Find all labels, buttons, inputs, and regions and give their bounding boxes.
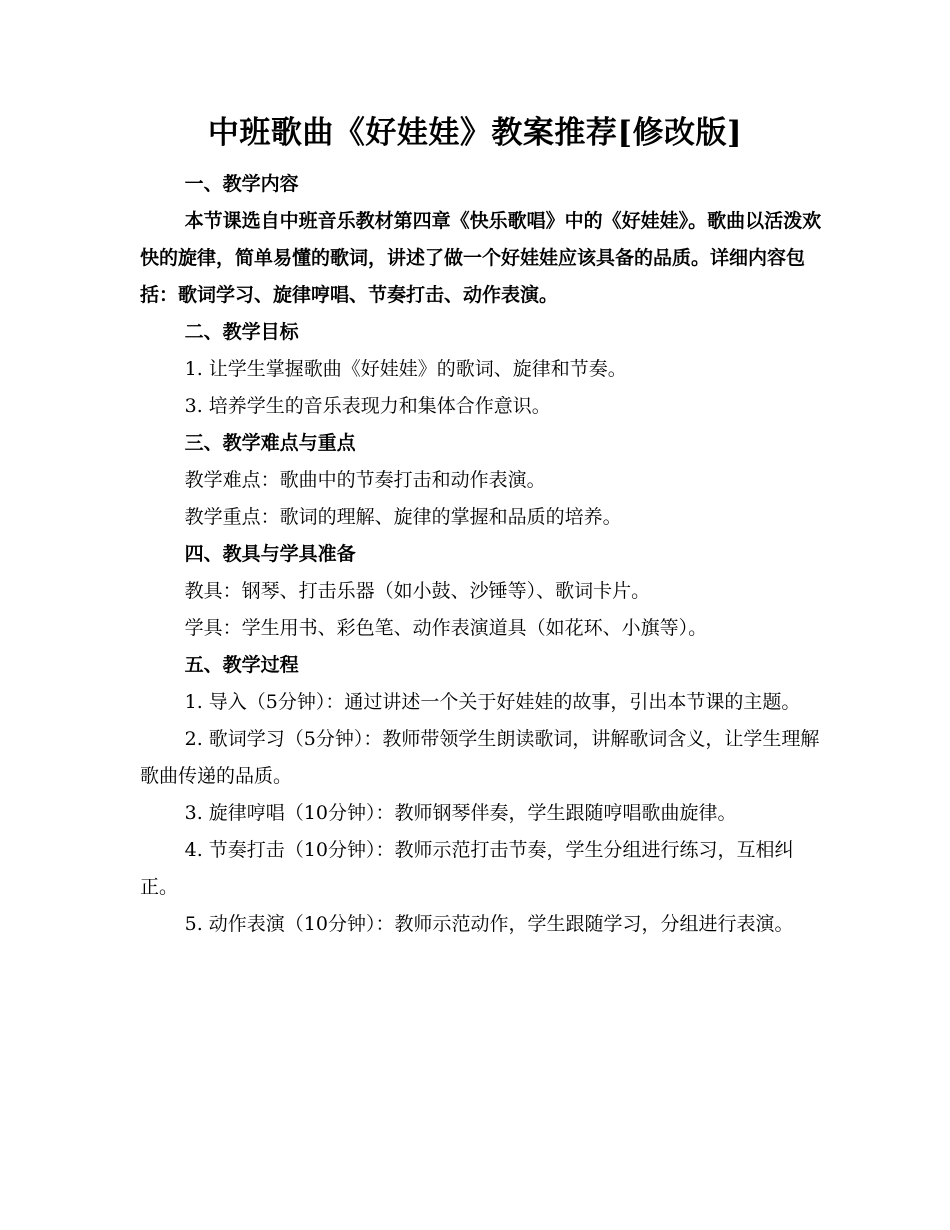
document-title: 中班歌曲《好娃娃》教案推荐[修改版] xyxy=(207,115,743,151)
section-paragraph: 4. 节奏打击（10分钟）：教师示范打击节奏，学生分组进行练习，互相纠正。 xyxy=(140,839,794,898)
section-paragraph: 3. 旋律哼唱（10分钟）：教师钢琴伴奏，学生跟随哼唱歌曲旋律。 xyxy=(184,802,737,824)
section-paragraph: 教学重点：歌词的理解、旋律的掌握和品质的培养。 xyxy=(184,506,622,528)
section-paragraph: 教学难点：歌曲中的节奏打击和动作表演。 xyxy=(184,469,546,491)
section-heading: 一、教学内容 xyxy=(184,173,299,195)
document-body xyxy=(140,166,822,943)
section-heading: 二、教学目标 xyxy=(184,321,299,343)
section-paragraph: 1. 导入（5分钟）：通过讲述一个关于好娃娃的故事，引出本节课的主题。 xyxy=(184,691,801,713)
section-paragraph: 本节课选自中班音乐教材第四章《快乐歌唱》中的《好娃娃》。歌曲以活泼欢快的旋律，简单易懂的歌词，讲述了做一个好娃娃应该具备的品质。详细内容包括：歌词学习、旋律哼唱、节奏打击、动作表演。 xyxy=(140,210,822,306)
section-heading: 三、教学难点与重点 xyxy=(184,432,356,454)
section-paragraph: 5. 动作表演（10分钟）：教师示范动作，学生跟随学习，分组进行表演。 xyxy=(184,913,794,935)
section-paragraph: 教具：钢琴、打击乐器（如小鼓、沙锤等）、歌词卡片。 xyxy=(184,580,651,602)
section-heading: 五、教学过程 xyxy=(184,654,299,676)
section-paragraph: 学具：学生用书、彩色笔、动作表演道具（如花环、小旗等）。 xyxy=(184,617,708,639)
section-paragraph: 3. 培养学生的音乐表现力和集体合作意识。 xyxy=(184,395,551,417)
section-paragraph: 1. 让学生掌握歌曲《好娃娃》的歌词、旋律和节奏。 xyxy=(184,358,627,380)
section-paragraph: 2. 歌词学习（5分钟）：教师带领学生朗读歌词，讲解歌词含义，让学生理解歌曲传递的品质。 xyxy=(140,728,820,787)
section-heading: 四、教具与学具准备 xyxy=(184,543,356,565)
